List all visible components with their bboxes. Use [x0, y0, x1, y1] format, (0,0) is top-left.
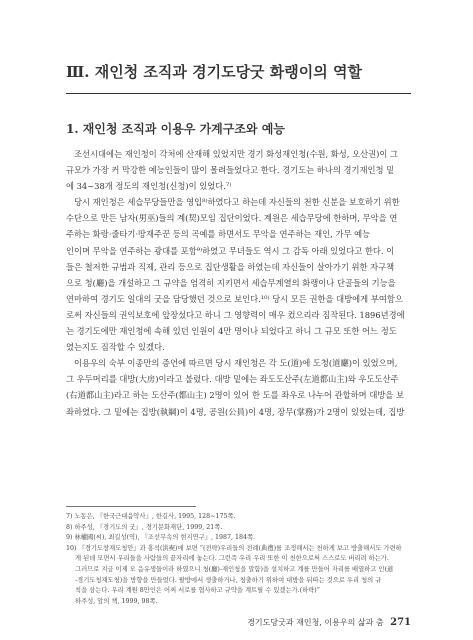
footnote-line: -경기도청재도청)을 방향을 만들었다. 팔방에서 생출하거나, 청출하기 위하여 대방을 뒤따는 것으로 우리 청의 규: [75, 576, 382, 584]
footnote-divider: [66, 506, 196, 507]
footnote-line: 10) 『경기도창재도청안』과 홍석(洪奭)에 보면 “(전략)우리들의 전례(典禮)를 조정해서는 천하게 보고 방출해서도 가련하: [66, 544, 402, 552]
body-line: 연마하여 경기도 일대의 굿을 담당했던 것으로 보인다.¹⁰⁾ 당시 모든 권한을 대방에게 부여함으: [66, 293, 403, 304]
running-title: 경기도당굿과 재인청, 이용우의 삶과 춤: [247, 618, 384, 627]
body-text: [66, 146, 411, 420]
body-line: 들은 철저한 규범과 직제, 관리 등으로 집단생활을 하였는데 자신들이 살아가기 위한 자구책: [66, 261, 395, 272]
chapter-title: Ⅲ. 재인청 조직과 경기도당굿 화랭이의 역할: [66, 63, 362, 81]
page-number: 271: [390, 617, 411, 628]
footnote-line: 게 된데 모면서 우리들을 사람들의 끝자리에 놓는다. 그런즉 우리 우리 또한 이 천한으로써 스스로도 버리려 하는가.: [75, 555, 389, 563]
body-line: 로써 자신들의 권익보호에 앞장섰다고 하니 그 영향력이 매우 컸으리라 짐작된다. 1896년경에: [66, 309, 405, 320]
body-line: 주하는 화랑·줄타기·땅재주꾼 등의 곡예를 하면서도 무악을 연주하는 재인, 가무 예능: [66, 229, 371, 240]
body-line: 인이며 무악을 연주하는 광대를 포함⁹⁾하였고 무녀들도 역시 그 감독 아래 있었다고 한다. 이: [66, 245, 395, 256]
body-line: 규모가 가장 커 막강한 예능인들이 많이 몰려들었다고 한다. 경기도는 하나의 경기재인청 밑: [66, 165, 395, 176]
body-line: 으로 청(廳)을 개설하고 그 규약을 엄격히 지키면서 세습무계열의 화랭이나 단골들의 기능을: [66, 277, 396, 288]
footnote-line: 7) 노동은, 『한국근대음악사』, 한길사, 1995, 128~175쪽.: [66, 513, 236, 520]
body-line: 조선시대에는 재인청이 각처에 산재해 있었지만 경기 화성재인청(수원, 화성, 오산권)이 그: [74, 149, 399, 159]
page-footer: [247, 617, 411, 628]
footnote-line: 그러므로 지금 이제 모 음유생들이라 하였으니 청(廳)-재인청을 말함)을 설치하고 계를 만들어 자리를 배열하고 인(道: [75, 565, 394, 573]
body-line: (右道都山主)라고 하는 도산주(都山主) 2명이 있어 한 도를 좌우로 나누어 관할하며 대방을 보: [66, 390, 405, 401]
footnote-line: 9) 林權國(씨), 최길성(역), 『조선무속의 현지연구』, 1987, 184쪽.: [66, 534, 256, 542]
footnote-line: 8) 하주성, 『경기도의 굿』, 경기문화재단, 1999, 21쪽.: [66, 523, 223, 531]
body-line: 에 34~38개 정도의 재인청(신청)이 있었다.⁷⁾: [66, 181, 232, 192]
body-line: 였는지도 짐작할 수 있겠다.: [66, 342, 165, 353]
body-line: 는 경기도에만 재인청에 속해 있던 인원이 4만 명이나 되었다고 하니 그 규모 또한 어느 정도: [66, 326, 397, 337]
body-line: 좌하였다. 그 밑에는 집방(執綱)이 4명, 공원(公員)이 4명, 장무(掌務)가 2명이 있었는데, 집방: [66, 406, 405, 417]
chapter-divider: [66, 93, 411, 94]
section-title: 1. 재인청 조직과 이용우 가계구조와 예능: [66, 122, 285, 136]
body-line: 수단으로 만든 남자(男巫)들의 계(契)모임 집단이었다. 계원은 세습무당에 한하며, 무악을 연: [66, 213, 398, 224]
body-line: 그 우두머리를 대방(大房)이라고 불렀다. 대방 밑에는 좌도도산주(左道都山主)와 우도도산주: [66, 374, 399, 385]
body-line: 당시 재인청은 세습무당들만을 영입⁸⁾하였다고 하는데 자신들의 천한 신분을 보호하기 위한: [74, 197, 400, 208]
body-line: 이용우의 숙부 이종만의 증언에 따르면 당시 재인청은 각 도(道)에 도청(道廳)이 있었으며,: [74, 358, 398, 369]
footnotes: [66, 512, 411, 607]
footnote-line: 칙을 삼는다. 우리 계원 8만인은 어찌 서로를 협사하고 규약을 계트릴 수 있겠는가.(하략)”: [75, 587, 320, 595]
footnote-line: 하주성, 앞의 책, 1999, 98쪽.: [75, 597, 158, 605]
